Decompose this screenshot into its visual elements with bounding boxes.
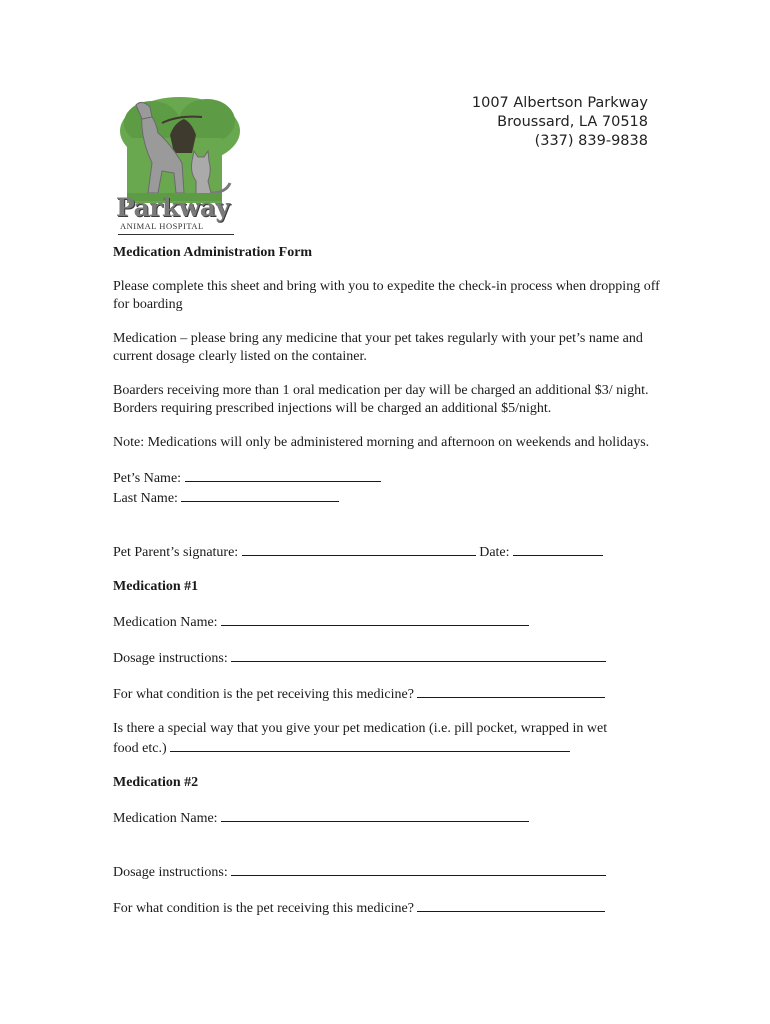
signature-row xyxy=(113,542,673,562)
med2-name-field[interactable] xyxy=(221,808,529,822)
med1-special-way-field[interactable] xyxy=(170,738,570,752)
address-city: Broussard, LA 70518 xyxy=(497,114,648,130)
med2-condition-label: For what condition is the pet receiving this medicine? xyxy=(113,901,414,916)
med1-dosage-field[interactable] xyxy=(231,648,606,662)
signature-field[interactable] xyxy=(242,542,476,556)
form-title: Medication Administration Form xyxy=(113,245,313,260)
med1-dosage-row xyxy=(113,648,673,668)
medication-2-heading: Medication #2 xyxy=(113,775,199,790)
logo-name: Parkway xyxy=(116,193,230,222)
med2-dosage-row xyxy=(113,862,673,882)
pets-name-row xyxy=(113,468,673,488)
med2-dosage-field[interactable] xyxy=(231,862,606,876)
med1-condition-row xyxy=(113,684,673,704)
med2-dosage-label: Dosage instructions: xyxy=(113,865,228,880)
charges-note-paragraph: Boarders receiving more than 1 oral medication per day will be charged an additional $3/ night. Borders requiring prescribed injections will be charged an additional $5/night. xyxy=(113,383,649,416)
logo-subtitle: ANIMAL HOSPITAL xyxy=(120,221,204,231)
med1-condition-field[interactable] xyxy=(417,684,605,698)
med2-condition-row xyxy=(113,898,673,918)
intro-paragraph: Please complete this sheet and bring with you to expedite the check-in process when dropping off for boarding xyxy=(113,279,660,312)
medication-1-heading: Medication #1 xyxy=(113,579,199,594)
med2-condition-field[interactable] xyxy=(417,898,605,912)
med2-name-label: Medication Name: xyxy=(113,811,218,826)
admin-note-paragraph: Note: Medications will only be administered morning and afternoon on weekends and holidays. xyxy=(113,435,650,450)
last-name-field[interactable] xyxy=(181,488,339,502)
address-phone: (337) 839-9838 xyxy=(534,133,648,149)
med1-condition-label: For what condition is the pet receiving this medicine? xyxy=(113,687,414,702)
clinic-address xyxy=(472,94,648,151)
med1-special-way-row xyxy=(113,720,673,758)
med1-name-label: Medication Name: xyxy=(113,615,218,630)
pets-name-field[interactable] xyxy=(185,468,381,482)
date-label: Date: xyxy=(479,545,510,560)
address-street: 1007 Albertson Parkway xyxy=(471,95,648,111)
date-field[interactable] xyxy=(513,542,603,556)
med1-dosage-label: Dosage instructions: xyxy=(113,651,228,666)
med1-name-field[interactable] xyxy=(221,612,529,626)
pets-name-label: Pet’s Name: xyxy=(113,471,182,486)
signature-label: Pet Parent’s signature: xyxy=(113,545,239,560)
med1-special-way-label-2: food etc.) xyxy=(113,741,167,756)
form-content xyxy=(113,244,673,918)
logo-underline xyxy=(118,234,234,235)
med1-name-row xyxy=(113,612,673,632)
parkway-logo xyxy=(112,93,242,239)
med1-special-way-label: Is there a special way that you give your pet medication (i.e. pill pocket, wrapped in wet xyxy=(113,721,608,736)
last-name-row xyxy=(113,488,673,508)
med2-name-row xyxy=(113,808,673,828)
medication-note-paragraph: Medication – please bring any medicine that your pet takes regularly with your pet’s name and current dosage clearly listed on the container. xyxy=(113,331,643,364)
last-name-label: Last Name: xyxy=(113,491,178,506)
